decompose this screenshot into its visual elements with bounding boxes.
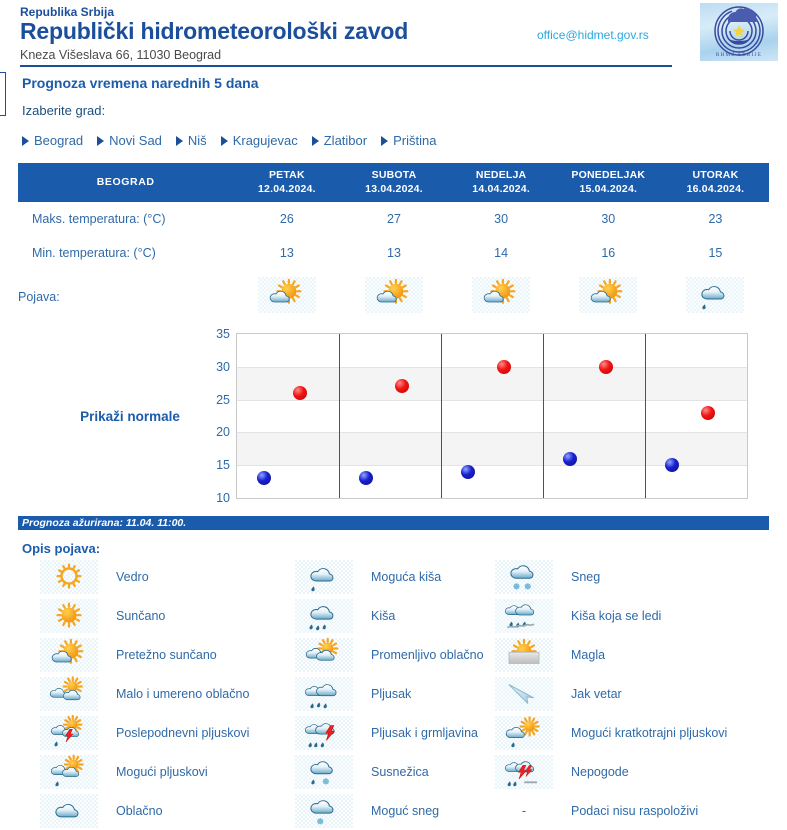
- pretezno-suncano-icon: [472, 277, 530, 313]
- triangle-right-icon: [312, 136, 319, 146]
- legend-item: [40, 752, 295, 791]
- temperature-value: 23: [662, 202, 769, 236]
- city-link-zlatibor[interactable]: [312, 133, 367, 148]
- phenomena-legend: [0, 557, 787, 830]
- moguca-kisa-icon: [295, 560, 353, 594]
- temperature-value: 27: [340, 202, 447, 236]
- triangle-right-icon: [97, 136, 104, 146]
- temperature-value: 16: [555, 236, 662, 270]
- day-name: NEDELJA: [475, 169, 527, 181]
- suncano-icon: [40, 599, 98, 633]
- legend-item: [495, 674, 775, 713]
- phenomena-cell: [448, 270, 555, 325]
- legend-item-label: Pljusak i grmljavina: [371, 725, 478, 740]
- day-name: UTORAK: [692, 169, 739, 181]
- nepogode-icon: [495, 755, 553, 789]
- kisa-koja-se-ledi-icon: [495, 599, 553, 633]
- legend-item: [295, 635, 495, 674]
- susnezica-icon: [295, 755, 353, 789]
- city-link-novi-sad[interactable]: [97, 133, 162, 148]
- phenomena-cell: [662, 270, 769, 325]
- phenomena-row-label: Pojava:: [18, 270, 233, 325]
- table-row: [18, 236, 769, 270]
- chart-point-max: [293, 386, 307, 400]
- malo-umereno-oblacno-icon: [40, 677, 98, 711]
- legend-item-label: Jak vetar: [571, 686, 622, 701]
- rhmz-emblem-logo: [700, 3, 778, 61]
- city-selector-nav: [22, 133, 436, 148]
- chart-point-min: [359, 471, 373, 485]
- legend-item: [295, 791, 495, 830]
- forecast-day-header: [662, 163, 769, 202]
- kisa-icon: [295, 599, 353, 633]
- legend-item-label: Pretežno sunčano: [116, 647, 217, 662]
- pretezno-suncano-icon: [40, 638, 98, 672]
- day-date: 13.04.2024.: [365, 183, 423, 196]
- forecast-table-body: [18, 202, 769, 325]
- city-link-label: Novi Sad: [109, 133, 162, 148]
- legend-item-label: Poslepodnevni pljuskovi: [116, 725, 250, 740]
- chart-column-separator: [441, 334, 442, 498]
- legend-item-label: Podaci nisu raspoloživi: [571, 803, 699, 818]
- chart-point-min: [563, 452, 577, 466]
- chart-point-min: [665, 458, 679, 472]
- legend-item: [40, 635, 295, 674]
- legend-item-label: Susnežica: [371, 764, 429, 779]
- legend-item: [495, 635, 775, 674]
- chart-point-max: [395, 379, 409, 393]
- site-header: [0, 0, 787, 66]
- day-date: 16.04.2024.: [686, 183, 745, 196]
- forecast-day-header: [340, 163, 447, 202]
- chart-y-tick-label: 20: [216, 425, 230, 440]
- phenomena-cell: [555, 270, 662, 325]
- jak-vetar-icon: [495, 677, 553, 711]
- chart-gridline: [237, 367, 747, 368]
- temperature-value: 30: [448, 202, 555, 236]
- legend-item-label: Promenljivo oblačno: [371, 647, 484, 662]
- phenomena-cell: [233, 270, 340, 325]
- header-divider: [20, 65, 672, 67]
- temperature-value: 13: [233, 236, 340, 270]
- day-date: 12.04.2024.: [258, 183, 316, 196]
- legend-item: [495, 596, 775, 635]
- chart-canvas: [216, 327, 748, 505]
- legend-column: [295, 557, 495, 830]
- institute-title: Republički hidrometeorološki zavod: [20, 18, 409, 44]
- legend-item-label: Moguć sneg: [371, 803, 440, 818]
- forecast-day-header: [233, 163, 340, 202]
- legend-item: [495, 713, 775, 752]
- chart-column-separator: [543, 334, 544, 498]
- legend-item-label: Mogući kratkotrajni pljuskovi: [571, 725, 728, 740]
- day-name: SUBOTA: [371, 169, 417, 181]
- country-label: Republika Srbija: [20, 5, 115, 19]
- legend-item-label: Kiša koja se ledi: [571, 608, 662, 623]
- legend-item-label: Sneg: [571, 569, 601, 584]
- row-label: Maks. temperatura: (°C): [18, 202, 233, 236]
- temperature-value: 30: [555, 202, 662, 236]
- forecast-day-header: [555, 163, 662, 202]
- chart-point-min: [257, 471, 271, 485]
- magla-icon: [495, 638, 553, 672]
- legend-item-label: Mogući pljuskovi: [116, 764, 208, 779]
- chart-y-tick-label: 35: [216, 327, 230, 341]
- chart-column-separator: [339, 334, 340, 498]
- forecast-table-header-row: [18, 163, 769, 202]
- table-row: [18, 202, 769, 236]
- forecast-day-header: [448, 163, 555, 202]
- city-link-beograd[interactable]: [22, 133, 83, 148]
- day-name: PETAK: [268, 169, 305, 181]
- legend-item: [295, 596, 495, 635]
- phenomena-cell: [340, 270, 447, 325]
- chart-gridline: [237, 400, 747, 401]
- left-edge-stub: [0, 72, 6, 116]
- chart-point-max: [497, 360, 511, 374]
- pretezno-suncano-icon: [579, 277, 637, 313]
- promenljivo-oblacno-icon: [295, 638, 353, 672]
- city-link-label: Niš: [187, 133, 207, 148]
- day-date: 14.04.2024.: [472, 183, 530, 196]
- legend-item: [495, 557, 775, 596]
- choose-city-label: Izaberite grad:: [22, 103, 106, 118]
- address-label: Kneza Višeslava 66, 11030 Beograd: [20, 48, 222, 62]
- chart-point-max: [599, 360, 613, 374]
- day-name: PONEDELJAK: [571, 169, 646, 181]
- city-link-label: Beograd: [34, 133, 84, 148]
- moguca-kisa-icon: [686, 277, 744, 313]
- temperature-value: 13: [340, 236, 447, 270]
- temperature-value: 14: [448, 236, 555, 270]
- triangle-right-icon: [176, 136, 183, 146]
- temperature-chart: [0, 325, 787, 510]
- chart-column-separator: [645, 334, 646, 498]
- city-link-kragujevac[interactable]: [221, 133, 298, 148]
- city-link-priština[interactable]: [381, 133, 436, 148]
- city-link-label: Zlatibor: [323, 133, 368, 148]
- pljusak-icon: [295, 677, 353, 711]
- temperature-value: 26: [233, 202, 340, 236]
- chart-point-max: [701, 406, 715, 420]
- legend-item-label: Moguća kiša: [371, 569, 442, 584]
- legend-item-label: Oblačno: [116, 803, 163, 818]
- legend-column: [40, 557, 295, 830]
- legend-item: [295, 674, 495, 713]
- poslepodnevni-pljuskovi-icon: [40, 716, 98, 750]
- chart-y-tick-label: 25: [216, 392, 230, 407]
- legend-item: [495, 791, 775, 830]
- phenomena-row: [18, 270, 769, 325]
- legend-item: [40, 557, 295, 596]
- moguci-pljuskovi-icon: [40, 755, 98, 789]
- vedro-icon: [40, 560, 98, 594]
- forecast-table: [18, 163, 769, 325]
- chart-shaded-band: [237, 367, 747, 400]
- chart-point-min: [461, 465, 475, 479]
- svg-text:RHMZ SRBIJE: RHMZ SRBIJE: [715, 52, 763, 58]
- chart-plot-area: [216, 327, 748, 505]
- sneg-icon: [495, 560, 553, 594]
- pretezno-suncano-icon: [258, 277, 316, 313]
- legend-item-label: Vedro: [116, 569, 149, 584]
- legend-item-label: Kiša: [371, 608, 396, 623]
- mogic-sneg-icon: [295, 794, 353, 828]
- day-date: 15.04.2024.: [579, 183, 638, 196]
- triangle-right-icon: [381, 136, 388, 146]
- legend-item-label: Nepogode: [571, 764, 629, 779]
- city-link-label: Priština: [393, 133, 437, 148]
- pretezno-suncano-icon: [365, 277, 423, 313]
- legend-item: [40, 713, 295, 752]
- legend-item: [295, 557, 495, 596]
- row-label: Min. temperatura: (°C): [18, 236, 233, 270]
- legend-item: [40, 791, 295, 830]
- legend-item-label: Sunčano: [116, 608, 166, 623]
- legend-title: Opis pojava:: [22, 541, 101, 556]
- legend-item: [495, 752, 775, 791]
- legend-item: [295, 752, 495, 791]
- contact-email-link[interactable]: office@hidmet.gov.rs: [537, 28, 649, 42]
- triangle-right-icon: [221, 136, 228, 146]
- chart-y-tick-label: 30: [216, 359, 230, 374]
- city-link-label: Kragujevac: [232, 133, 298, 148]
- legend-column: [495, 557, 775, 830]
- legend-item: [295, 713, 495, 752]
- city-link-niš[interactable]: [176, 133, 207, 148]
- temperature-value: 15: [662, 236, 769, 270]
- chart-y-tick-label: 10: [216, 491, 230, 505]
- moguci-kratkotrajni-pljuskovi-icon: [495, 716, 553, 750]
- chart-y-tick-label: 15: [216, 458, 230, 473]
- dash-icon: -: [521, 803, 527, 818]
- legend-item-label: Pljusak: [371, 686, 412, 701]
- page-title: Prognoza vremena narednih 5 dana: [22, 75, 259, 91]
- legend-item: [40, 596, 295, 635]
- chart-gridline: [237, 432, 747, 433]
- triangle-right-icon: [22, 136, 29, 146]
- pljusak-grmljavina-icon: [295, 716, 353, 750]
- forecast-city-header: BEOGRAD: [18, 163, 233, 202]
- legend-item-label: Malo i umereno oblačno: [116, 686, 250, 701]
- show-normals-button[interactable]: Prikaži normale: [80, 409, 180, 424]
- oblacno-icon: [40, 794, 98, 828]
- legend-item-label: Magla: [571, 647, 606, 662]
- forecast-updated-bar: Prognoza ažurirana: 11.04. 11:00.: [18, 516, 769, 530]
- legend-item: [40, 674, 295, 713]
